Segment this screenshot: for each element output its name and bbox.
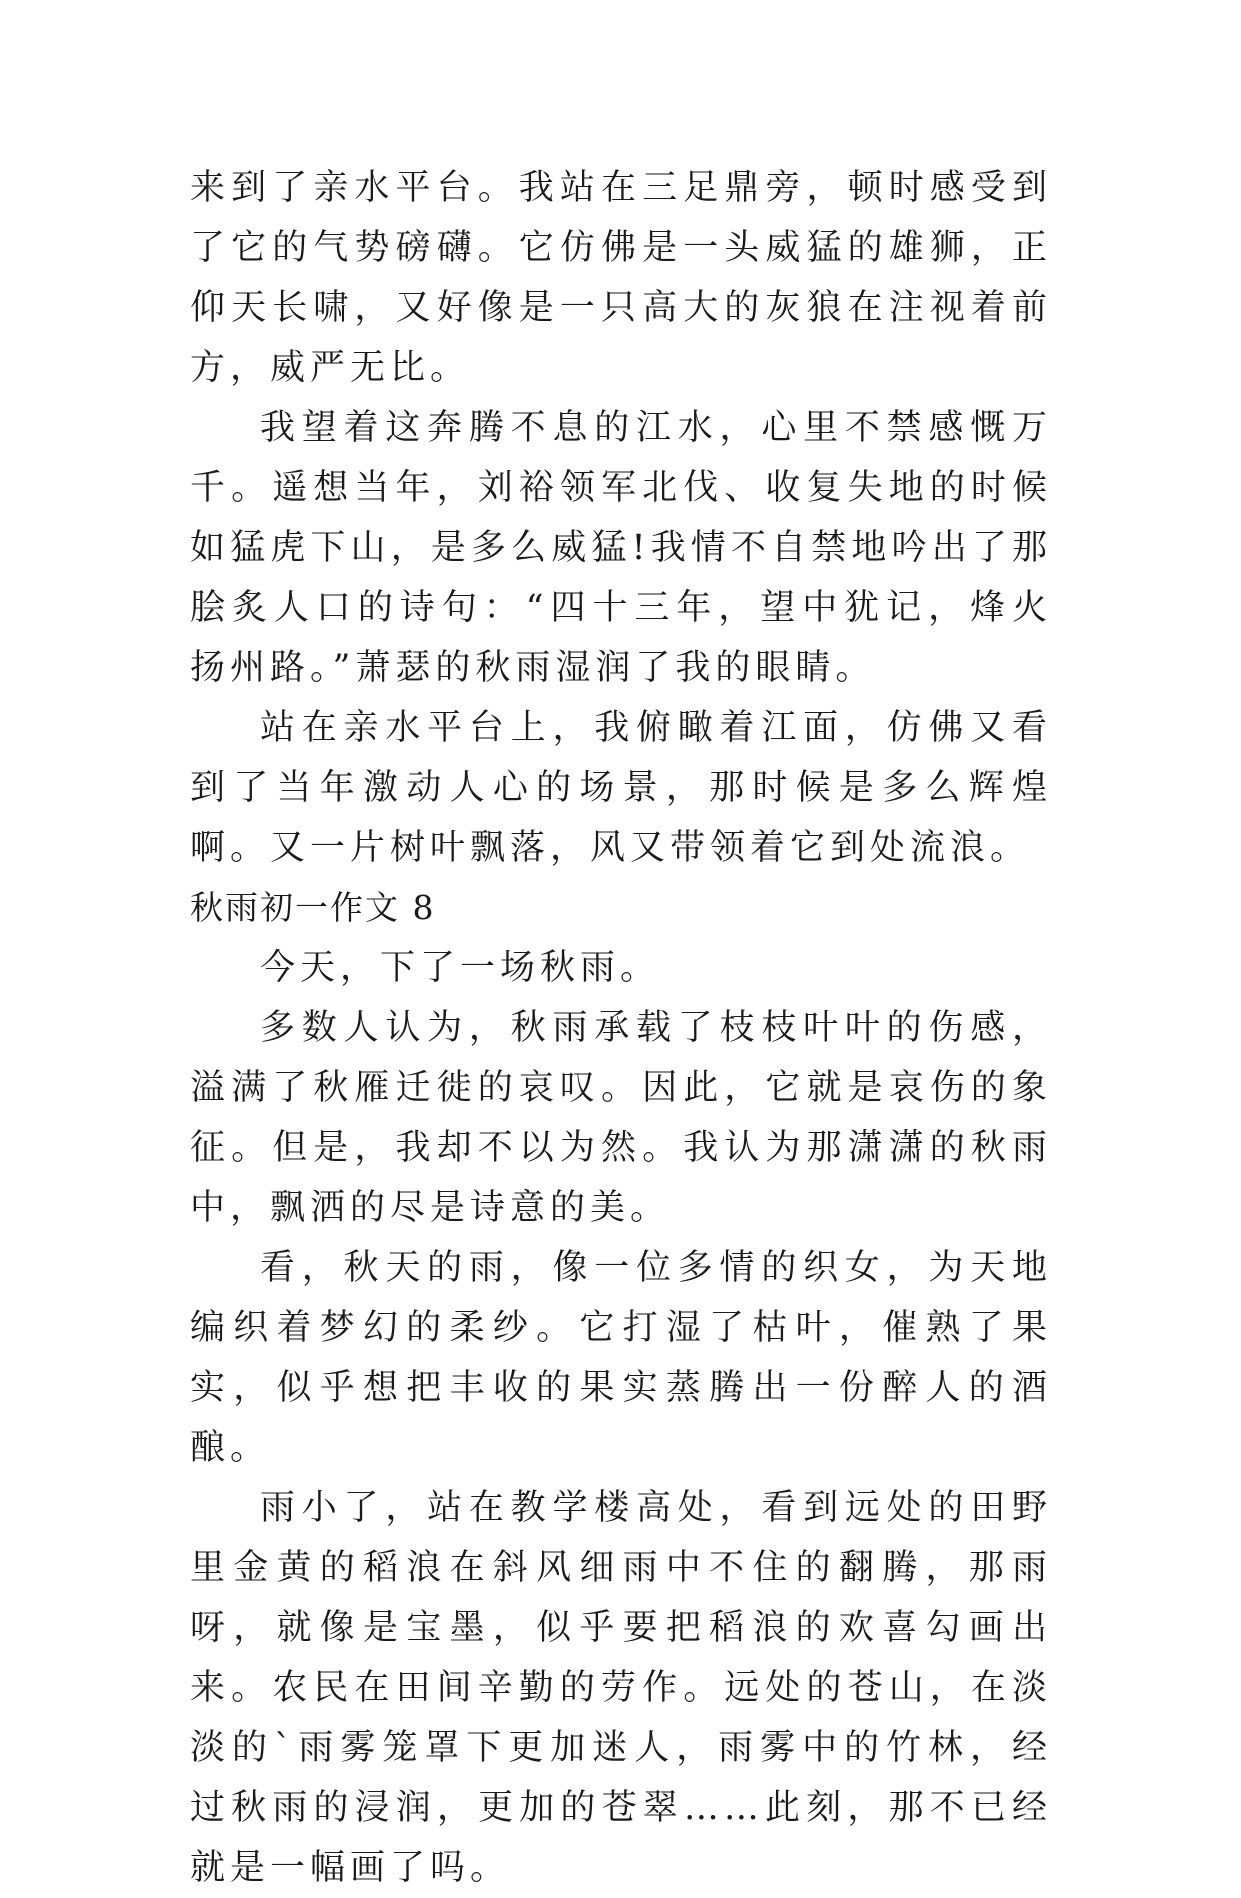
paragraph-continuation: 来到了亲水平台。我站在三足鼎旁，顿时感受到了它的气势磅礴。它仿佛是一头威猛的雄狮，正仰天长啸，又好像是一只高大的灰狼在注视着前方，威严无比。: [190, 168, 1052, 388]
document-body: [190, 158, 1052, 1898]
paragraph-platform-view: 站在亲水平台上，我俯瞰着江面，仿佛又看到了当年激动人心的场景，那时候是多么辉煌啊。又一片树叶飘落，风又带领着它到处流浪。: [190, 708, 1052, 868]
paragraph-river-reflection: 我望着这奔腾不息的江水，心里不禁感慨万千。遥想当年，刘裕领军北伐、收复失地的时候如猛虎下山，是多么威猛!我情不自禁地吟出了那脍炙人口的诗句：“四十三年，望中犹记，烽火扬州路。”萧瑟的秋雨湿润了我的眼睛。: [190, 408, 1052, 688]
paragraph-intro: 今天，下了一场秋雨。: [260, 948, 661, 988]
paragraph-opinion: 多数人认为，秋雨承载了枝枝叶叶的伤感，溢满了秋雁迁徙的哀叹。因此，它就是哀伤的象征。但是，我却不以为然。我认为那潇潇的秋雨中，飘洒的尽是诗意的美。: [190, 1008, 1052, 1228]
paragraph-weaver: 看，秋天的雨，像一位多情的织女，为天地编织着梦幻的柔纱。它打湿了枯叶，催熟了果实，似乎想把丰收的果实蒸腾出一份醉人的酒酿。: [190, 1248, 1052, 1468]
essay-heading: 秋雨初一作文 8: [190, 888, 436, 927]
paragraph-scenery: 雨小了，站在教学楼高处，看到远处的田野里金黄的稻浪在斜风细雨中不住的翻腾，那雨呀，就像是宝墨，似乎要把稻浪的欢喜勾画出来。农民在田间辛勤的劳作。远处的苍山，在淡淡的`雨雾笼罩下更加迷人，雨雾中的竹林，经过秋雨的浸润，更加的苍翠……此刻，那不已经就是一幅画了吗。: [190, 1488, 1052, 1888]
